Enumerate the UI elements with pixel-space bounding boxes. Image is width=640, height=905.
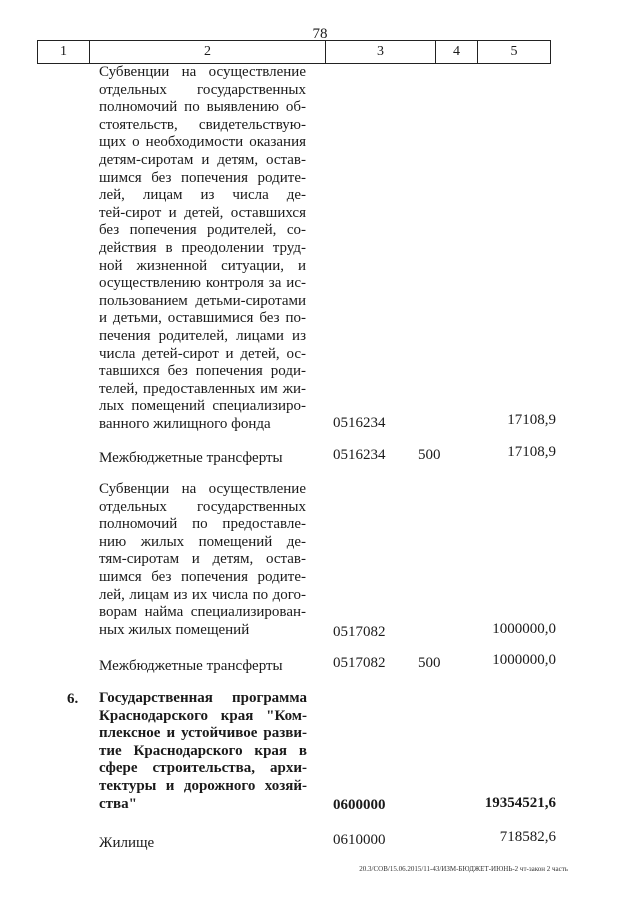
row-0-line: и детьми, оставшимися без по- — [99, 310, 306, 327]
row-2-line: полномочий по предоставле- — [99, 516, 306, 533]
row-4-line: сфере строительства, архи- — [99, 760, 307, 777]
row-4-amount: 19354521,6 — [484, 795, 556, 811]
row-0-line: печения родителей, лицами из — [99, 327, 306, 344]
row-0-line: пользованием детьми-сиротами — [99, 292, 306, 309]
row-4-line: плексное и устойчивое разви- — [99, 725, 307, 742]
row-2-description — [99, 481, 306, 639]
row-2-line: лей, лицам из их числа по дого- — [99, 586, 306, 603]
row-0-line: полномочий по выявлению об- — [99, 99, 306, 116]
row-2-line: тям-сиротам и детям, остав- — [99, 551, 306, 568]
header-col-3: 3 — [326, 41, 436, 63]
row-2-line: отдельных государственных — [99, 498, 306, 515]
row-0-description — [99, 64, 306, 433]
row-0-line: стоятельств, свидетельствую- — [99, 116, 306, 133]
row-0-line: тавшихся без попечения роди- — [99, 363, 306, 380]
row-2-line: ных жилых помещений — [99, 621, 250, 638]
row-0-line: щих о необходимости оказания — [99, 134, 306, 151]
row-0-code: 0516234 — [333, 415, 386, 431]
row-0-line: лых помещений специализиро- — [99, 398, 306, 415]
row-2-line: ворам найма специализирован- — [99, 604, 306, 621]
row-1-amount: 17108,9 — [507, 444, 556, 460]
row-1-description — [99, 450, 306, 468]
row-0-line: телей, предоставленных им жи- — [99, 380, 306, 397]
row-4-line: Краснодарского края "Ком- — [99, 707, 307, 724]
row-5-description — [99, 835, 306, 853]
row-5-line: Жилище — [99, 835, 155, 851]
document-footer-code: 20.3/СОВ/15.06.2015/11-43/ИЗМ-БЮДЖЕТ-ИЮНЬ-2 чт-закон 2 часть — [359, 865, 568, 873]
row-4-number: 6. — [67, 691, 79, 707]
row-0-line: Субвенции на осуществление — [99, 64, 306, 80]
row-3-description — [99, 658, 306, 676]
table-header — [37, 40, 551, 64]
row-4-line: Государственная программа — [99, 690, 307, 706]
row-4-code: 0600000 — [333, 797, 386, 813]
row-2-line: шимся без попечения родите- — [99, 568, 306, 585]
row-4-line: тие Краснодарского края в — [99, 742, 307, 759]
row-2-line: нию жилых помещений де- — [99, 533, 306, 550]
row-0-line: ванного жилищного фонда — [99, 415, 271, 432]
row-0-line: шимся без попечения родите- — [99, 169, 306, 186]
header-col-4: 4 — [436, 41, 478, 63]
row-0-line: детям-сиротам и детям, остав- — [99, 151, 306, 168]
row-0-line: тей-сирот и детей, оставшихся — [99, 204, 306, 221]
row-0-line: числа детей-сирот и детей, ос- — [99, 345, 306, 362]
row-1-code: 0516234 — [333, 447, 386, 463]
header-col-5: 5 — [510, 44, 518, 59]
row-2-code: 0517082 — [333, 624, 386, 640]
row-1-expense-type: 500 — [418, 447, 441, 463]
row-0-amount: 17108,9 — [507, 412, 556, 428]
row-3-line: Межбюджетные трансферты — [99, 658, 283, 674]
row-1-line: Межбюджетные трансферты — [99, 450, 283, 466]
row-0-line: ной жизненной ситуации, и — [99, 257, 306, 274]
header-col-1: 1 — [38, 41, 90, 63]
row-0-line: осуществлению контроля за ис- — [99, 275, 306, 292]
row-0-line: лей, лицам из числа де- — [99, 187, 306, 204]
row-3-amount: 1000000,0 — [492, 652, 556, 668]
row-2-line: Субвенции на осуществление — [99, 481, 306, 497]
row-3-code: 0517082 — [333, 655, 386, 671]
row-0-line: действия в преодолении труд- — [99, 239, 306, 256]
row-0-line: без попечения родителей, со- — [99, 222, 306, 239]
row-0-line: отдельных государственных — [99, 81, 306, 98]
row-4-line: ства" — [99, 795, 137, 812]
row-2-amount: 1000000,0 — [492, 621, 556, 637]
row-4-description — [99, 690, 307, 813]
header-col-2: 2 — [90, 41, 326, 63]
row-4-line: тектуры и дорожного хозяй- — [99, 777, 307, 794]
row-3-expense-type: 500 — [418, 655, 441, 671]
row-5-amount: 718582,6 — [499, 829, 556, 845]
row-5-code: 0610000 — [333, 832, 386, 848]
page-number: 78 — [312, 26, 328, 42]
